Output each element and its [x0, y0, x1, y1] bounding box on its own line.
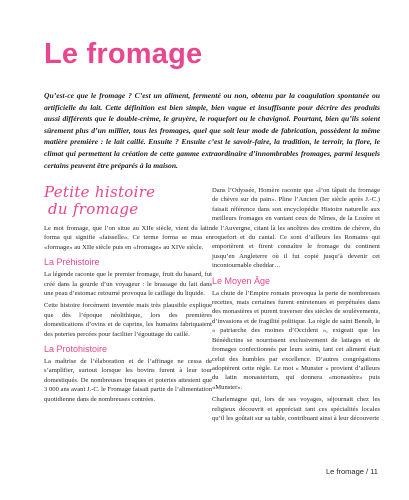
section-heading	[44, 184, 212, 218]
subheading-protohistoire: La Protohistoire	[44, 344, 108, 355]
page-title: Le fromage	[44, 38, 203, 70]
paragraph-middle-ages: La chute de l’Empire romain provoqua la perte de nombreuses recettes, mais certaines furent entretenues et perpétuées dans des monastères et purent traverser des siècles de soulèvements, d’invasions et de fragilité politique. La règle de saint Benoît, le « patriarche des moines d’Occident », exigeait que les Bénédictins se nourrissent exclusivement de laitages et de fromages confectionnés par leurs soins, tant cet aliment était celui des humbles par excellence. D’autres congrégations adoptèrent cette règle. Le mot « Munster » provient d’ailleurs du latin monasterium, qui donnera «monastère» puis «Munster».	[212, 289, 380, 391]
page-footer: Le fromage / 11	[326, 467, 378, 476]
paragraph-etymology: Le mot fromage, que l’on situe au XIIe siècle, vient du latin forma qui signifie «faisselle». Ce terme forma se mua en «formage» au XIIe siècle puis en «fromage» au XIVe siècle.	[44, 225, 212, 251]
section-heading-line2: du fromage	[48, 200, 139, 218]
right-column	[212, 186, 380, 426]
paragraph-antiquity: Dans l’Odyssée, Homère raconte que «l’on tâpait du fromage de chèvre sur du pain». Pline l’Ancien (Ier siècle après J.-C.) faisait référence dans son encyclopédie Histoire naturelle aux meilleurs fromages en vantant ceux de Nîmes, de la Lozère et de l’Auvergne, citant là les ancêtres des crottins de chèvre, du roquefort et du cantal. Ce sont d’ailleurs les Romains qui emportèrent et firent connaître le fromage du continent jusqu’en Angleterre où il fut copié jusqu’à devenir cet incontournable cheddar…	[212, 187, 380, 270]
paragraph-protohistory: La maîtrise de l’élaboration et de l’affinage ne cessa de s’amplifier, surtout lorsque les bovins furent à leur tour domestiqués. De nombreuses fresques et poteries attestent que 3 000 ans avant J.-C. le Fromage faisait partie de l’alimentation quotidienne dans de nombreuses contrées.	[44, 358, 212, 403]
intro-paragraph: Qu’est-ce que le fromage ? C’est un aliment, fermenté ou non, obtenu par la coagulation spontanée ou artificielle du lait. Cette définition est bien simple, bien vague et insuffisante pour décrire des produits aussi différents que le double-crème, le gruyère, le roquefort ou le chavignol. Pourtant, bien qu’ils soient sûrement plus d’un millier, tous les fromages, quel que soit leur mode de fabrication, possèdent la même matière première : le lait caillé. Ensuite ? Ensuite c’est le savoir-faire, la tradition, le terroir, la flore, le climat qui permettent la création de cette gamme extraordinaire d’innombrables fromages, parmi lesquels certains peuvent être préparés à la maison.	[44, 91, 380, 170]
left-column	[44, 184, 212, 407]
paragraph-neolithic: Cette histoire forcément inventée mais très plausible explique que dès l’époque néolithique, lors des premières domestications d’ovins et de caprins, les humains fabriquaient des poteries percées pour faciliter l’égouttage du caillé.	[44, 302, 212, 338]
section-heading-line1: Petite histoire	[44, 183, 156, 201]
subheading-moyen-age: Le Moyen Âge	[212, 275, 271, 286]
paragraph-legend: La légende raconte que le premier fromage, fruit du hasard, fut créé dans la gourde d’un voyageur : le brassage du lait dans une peau d’estomac retourné provoqua le caillage du liquide.	[44, 271, 212, 298]
subheading-prehistoire: La Préhistoire	[44, 257, 100, 268]
paragraph-charlemagne: Charlemagne qui, lors de ses voyages, séjournait chez les religieux découvrit et appréciait tant ces spécialités locales qu’il les goûtait sur sa table, contribuant ainsi à leur découverte	[212, 396, 380, 422]
